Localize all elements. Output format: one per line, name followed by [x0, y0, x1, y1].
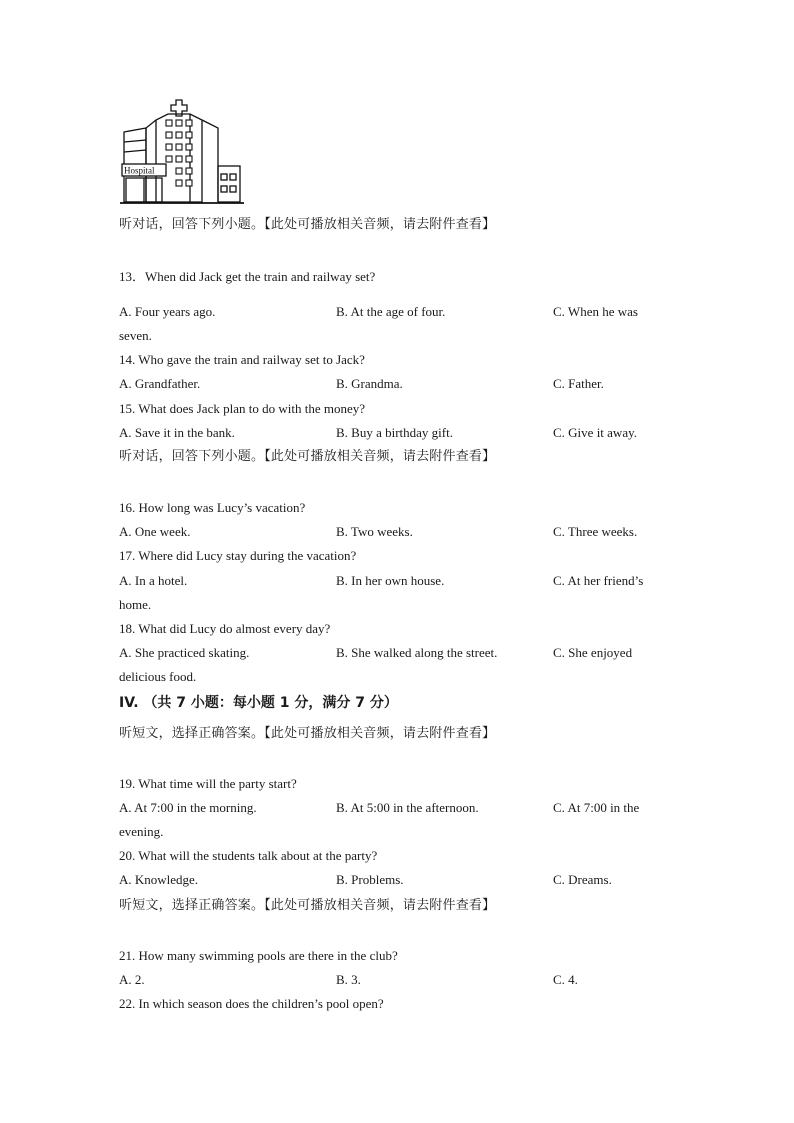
section-heading: IV. （共 7 小题：每小题 1 分，满分 7 分） [119, 695, 398, 711]
instruction: 听对话，回答下列小题。【此处可播放相关音频，请去附件查看】 [119, 449, 496, 464]
question-19: 19. What time will the party start? [119, 776, 297, 791]
option-c: C. Give it away. [553, 425, 637, 440]
instruction: 听短文，选择正确答案。【此处可播放相关音频，请去附件查看】 [119, 898, 496, 913]
option-c: C. She enjoyed [553, 645, 633, 660]
question-18: 18. What did Lucy do almost every day? [119, 621, 331, 636]
question-15: 15. What does Jack plan to do with the money? [119, 401, 365, 416]
option-continuation: evening. [119, 824, 164, 839]
instruction: 听对话，回答下列小题。【此处可播放相关音频，请去附件查看】 [119, 217, 496, 232]
question-13: 13．When did Jack get the train and railway set? [119, 269, 376, 284]
option-a: A. Knowledge. [119, 872, 199, 887]
option-a: A. One week. [119, 524, 191, 539]
option-c: C. Dreams. [553, 872, 612, 887]
question-21: 21. How many swimming pools are there in the club? [119, 948, 398, 963]
option-continuation: delicious food. [119, 669, 197, 684]
question-16: 16. How long was Lucy’s vacation? [119, 500, 306, 515]
option-c: C. At her friend’s [553, 573, 644, 588]
hospital-illustration [120, 98, 244, 206]
hospital-sign-text: Hospital [124, 165, 155, 176]
option-a: A. Grandfather. [119, 376, 201, 391]
instruction: 听短文，选择正确答案。【此处可播放相关音频，请去附件查看】 [119, 726, 496, 741]
question-14: 14. Who gave the train and railway set to Jack? [119, 352, 365, 367]
option-b: B. Two weeks. [336, 524, 413, 539]
option-c: C. 4. [553, 972, 578, 987]
option-b: B. Buy a birthday gift. [336, 425, 453, 440]
option-b: B. Grandma. [336, 376, 403, 391]
option-b: B. She walked along the street. [336, 645, 498, 660]
option-c: C. Three weeks. [553, 524, 638, 539]
option-b: B. At 5:00 in the afternoon. [336, 800, 479, 815]
option-a: A. In a hotel. [119, 573, 188, 588]
option-continuation: seven. [119, 328, 152, 343]
question-22: 22. In which season does the children’s pool open? [119, 996, 384, 1011]
option-a: A. At 7:00 in the morning. [119, 800, 257, 815]
option-b: B. At the age of four. [336, 304, 446, 319]
option-c: C. Father. [553, 376, 604, 391]
option-a: A. Save it in the bank. [119, 425, 235, 440]
option-b: B. Problems. [336, 872, 404, 887]
option-b: B. In her own house. [336, 573, 445, 588]
question-20: 20. What will the students talk about at the party? [119, 848, 378, 863]
option-a: A. She practiced skating. [119, 645, 250, 660]
option-continuation: home. [119, 597, 152, 612]
option-c: C. When he was [553, 304, 638, 319]
option-a: A. 2. [119, 972, 145, 987]
question-17: 17. Where did Lucy stay during the vacation? [119, 548, 357, 563]
option-a: A. Four years ago. [119, 304, 216, 319]
option-b: B. 3. [336, 972, 361, 987]
option-c: C. At 7:00 in the [553, 800, 640, 815]
